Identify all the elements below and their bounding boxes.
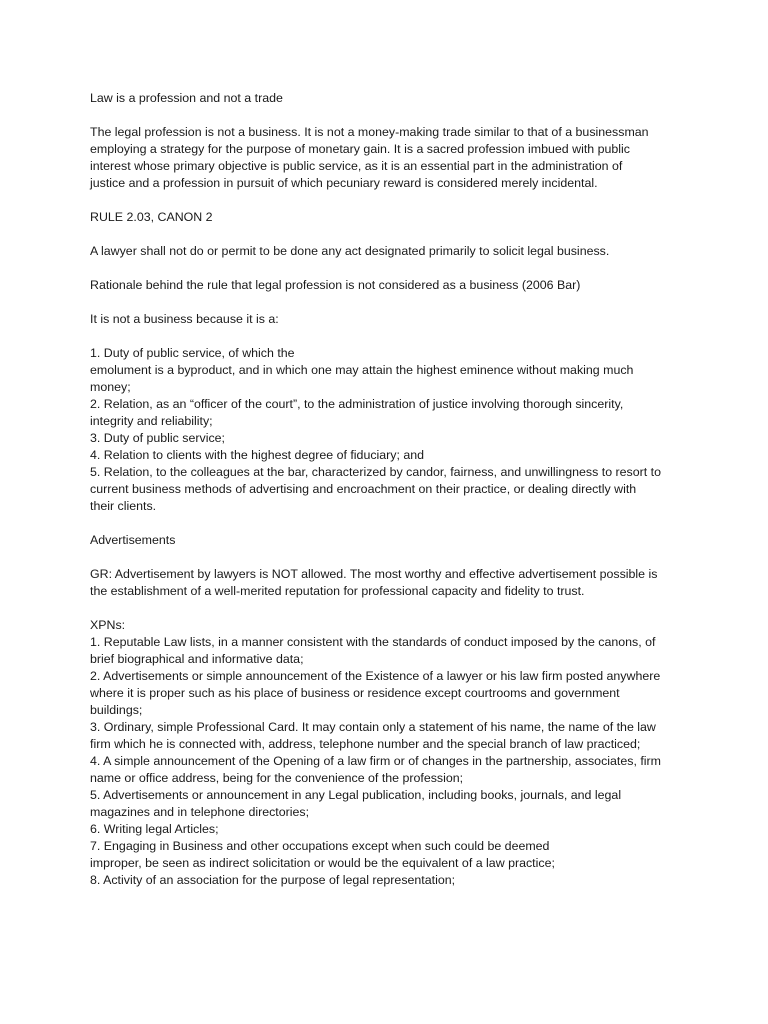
- exceptions-list: [90, 617, 690, 889]
- advertisements-heading: Advertisements: [90, 533, 176, 547]
- list-item: 1. Reputable Law lists, in a manner consistent with the standards of conduct imposed by the canons, of: [90, 635, 656, 649]
- list-item: current business methods of advertising and encroachment on their practice, or dealing directly with: [90, 482, 637, 496]
- exceptions-heading: XPNs:: [90, 618, 126, 632]
- list-item: their clients.: [90, 499, 157, 513]
- list-item: 5. Advertisements or announcement in any Legal publication, including books, journals, and legal: [90, 788, 622, 802]
- list-item: where it is proper such as his place of business or residence except courtrooms and government: [90, 686, 620, 700]
- document-title: Law is a profession and not a trade: [90, 91, 283, 105]
- gr-line: the establishment of a well-merited reputation for professional capacity and fidelity to trust.: [90, 584, 585, 598]
- rule-text: A lawyer shall not do or permit to be done any act designated primarily to solicit legal business.: [90, 244, 610, 258]
- list-item: improper, be seen as indirect solicitation or would be the equivalent of a law practice;: [90, 856, 555, 870]
- list-item: 8. Activity of an association for the purpose of legal representation;: [90, 873, 456, 887]
- list-item: 1. Duty of public service, of which the: [90, 346, 295, 360]
- rationale-heading: Rationale behind the rule that legal profession is not considered as a business (2006 Bar): [90, 278, 581, 292]
- general-rule-paragraph: [90, 566, 690, 600]
- intro-paragraph: [90, 124, 690, 192]
- intro-line: justice and a profession in pursuit of which pecuniary reward is considered merely incidental.: [90, 176, 598, 190]
- list-item: buildings;: [90, 703, 143, 717]
- list-item: 4. Relation to clients with the highest degree of fiduciary; and: [90, 448, 425, 462]
- list-item: emolument is a byproduct, and in which one may attain the highest eminence without making much: [90, 363, 634, 377]
- intro-line: employing a strategy for the purpose of monetary gain. It is a sacred profession imbued with public: [90, 142, 630, 156]
- document-page: [90, 90, 690, 906]
- list-item: 3. Duty of public service;: [90, 431, 225, 445]
- not-business-intro: It is not a business because it is a:: [90, 312, 279, 326]
- list-item: 7. Engaging in Business and other occupations except when such could be deemed: [90, 839, 550, 853]
- list-item: name or office address, being for the convenience of the profession;: [90, 771, 464, 785]
- list-item: magazines and in telephone directories;: [90, 805, 310, 819]
- rule-heading: RULE 2.03, CANON 2: [90, 210, 213, 224]
- list-item: brief biographical and informative data;: [90, 652, 304, 666]
- gr-line: GR: Advertisement by lawyers is NOT allowed. The most worthy and effective advertisement possible is: [90, 567, 658, 581]
- reasons-list: [90, 345, 690, 515]
- list-item: firm which he is connected with, address, telephone number and the special branch of law practiced;: [90, 737, 641, 751]
- list-item: money;: [90, 380, 131, 394]
- list-item: 3. Ordinary, simple Professional Card. It may contain only a statement of his name, the name of the law: [90, 720, 656, 734]
- list-item: integrity and reliability;: [90, 414, 213, 428]
- intro-line: The legal profession is not a business. It is not a money-making trade similar to that of a businessman: [90, 125, 649, 139]
- list-item: 5. Relation, to the colleagues at the bar, characterized by candor, fairness, and unwillingness to resort to: [90, 465, 661, 479]
- intro-line: interest whose primary objective is public service, as it is an essential part in the administration of: [90, 159, 623, 173]
- list-item: 2. Relation, as an “officer of the court”, to the administration of justice involving thorough sincerity,: [90, 397, 624, 411]
- list-item: 6. Writing legal Articles;: [90, 822, 219, 836]
- list-item: 2. Advertisements or simple announcement of the Existence of a lawyer or his law firm posted anywhere: [90, 669, 661, 683]
- list-item: 4. A simple announcement of the Opening of a law firm or of changes in the partnership, associates, firm: [90, 754, 661, 768]
